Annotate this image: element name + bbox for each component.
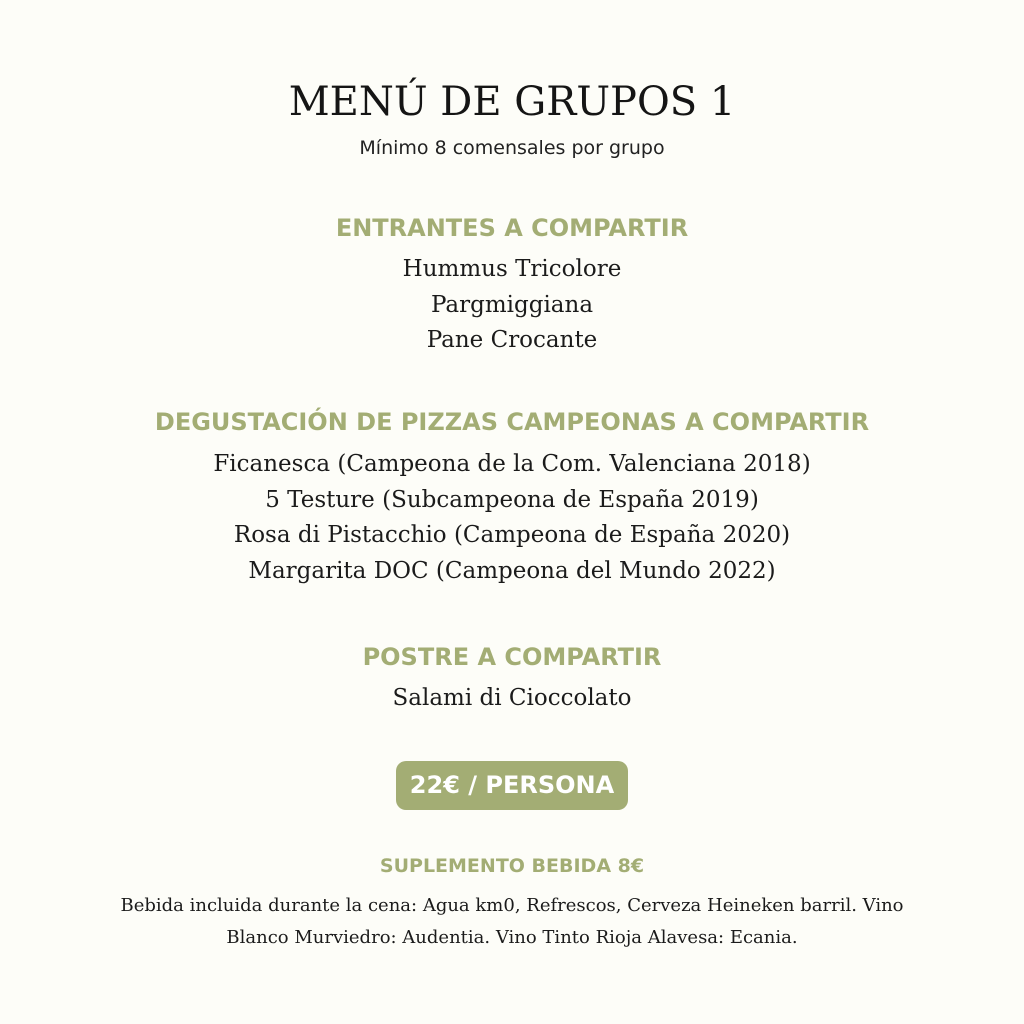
- starters-list: [0, 252, 1024, 359]
- drinks-included-text: Bebida incluida durante la cena: Agua km0, Refrescos, Cerveza Heineken barril. Vino Blanco Murviedro: Audentia. Vino Tinto Rioja Alavesa: Ecania.: [120, 895, 904, 948]
- dessert-list: [0, 681, 1024, 717]
- starters-heading: ENTRANTES A COMPARTIR: [335, 214, 689, 242]
- list-item: Hummus Tricolore: [402, 256, 622, 282]
- price-badge: 22€ / PERSONA: [396, 761, 628, 810]
- list-item: Ficanesca (Campeona de la Com. Valenciana 2018): [213, 451, 811, 477]
- pizza-list: [0, 447, 1024, 589]
- list-item: Rosa di Pistacchio (Campeona de España 2020): [233, 522, 791, 548]
- drink-supplement-heading: SUPLEMENTO BEBIDA 8€: [379, 855, 645, 877]
- pizza-tasting-heading: DEGUSTACIÓN DE PIZZAS CAMPEONAS A COMPARTIR: [154, 408, 870, 436]
- list-item: Pargmiggiana: [430, 291, 594, 318]
- dessert-heading: POSTRE A COMPARTIR: [362, 643, 662, 671]
- menu-title: MENÚ DE GRUPOS 1: [288, 79, 736, 125]
- list-item: 5 Testure (Subcampeona de España 2019): [265, 486, 759, 513]
- list-item: Margarita DOC (Campeona del Mundo 2022): [248, 557, 776, 584]
- list-item: Pane Crocante: [426, 327, 598, 353]
- list-item: Salami di Cioccolato: [392, 685, 632, 711]
- menu-subtitle: Mínimo 8 comensales por grupo: [359, 137, 665, 159]
